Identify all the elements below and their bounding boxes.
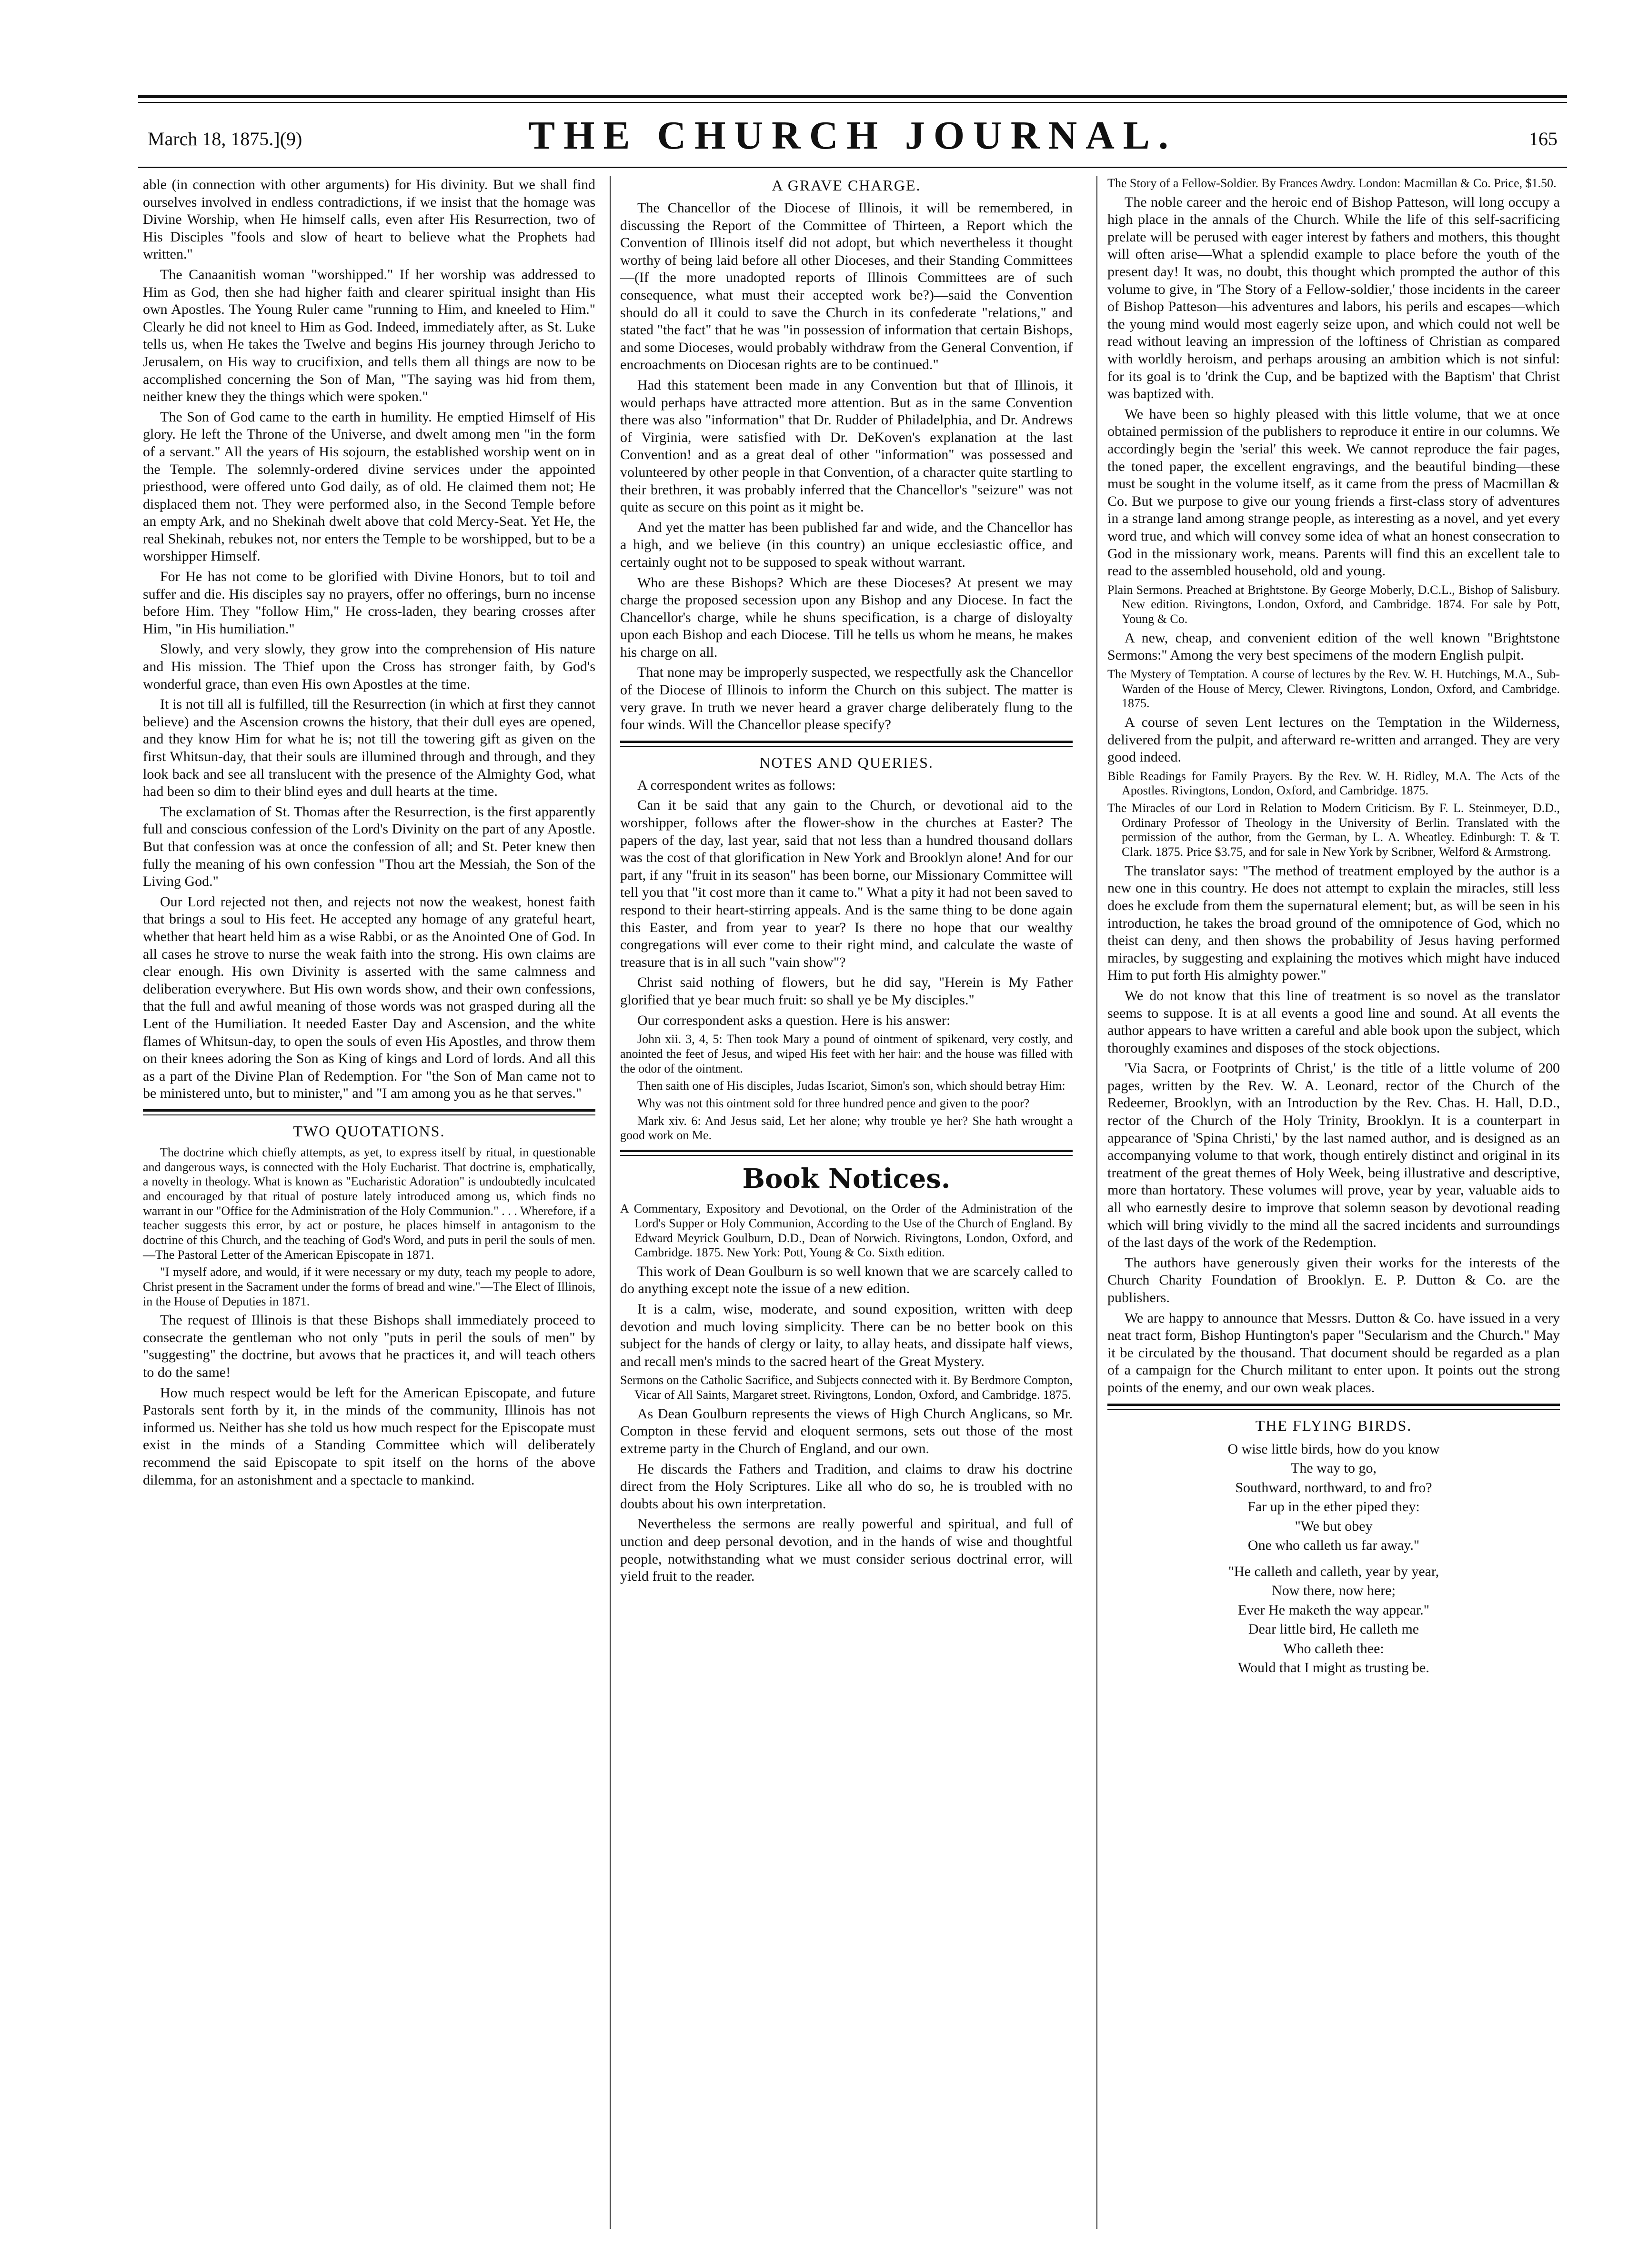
article-paragraph: able (in connection with other arguments) for His divinity. But we shall find ourselves involved in endless contradictions, if we insist that the homage was Divine Worship, when He himself calls, even after His Resurrection, two of His Disciples "fools and slow of heart to believe what the Prophets had written." (143, 177, 595, 262)
poem-line: Who calleth thee: (1283, 1640, 1384, 1656)
article-paragraph: Slowly, and very slowly, they grow into the comprehension of His nature and His mission. The Thief upon the Cross has stronger faith, by God's wonderful grace, than even His own Apostles at the time. (143, 641, 595, 692)
article-paragraph: It is a calm, wise, moderate, and sound exposition, written with deep devotion and much loving simplicity. There can be no better book on this subject for the hands of clergy or laity, to allay heats, and dissipate half views, and recall men's minds to the sacred heart of the Great Mystery. (620, 1301, 1073, 1369)
poem-title: THE FLYING BIRDS. (1255, 1416, 1412, 1434)
quotation-paragraph: The doctrine which chiefly attempts, as yet, to express itself by ritual, in questionable and dangerous ways, is connected with the Holy Eucharist. That doctrine is, emphatically, a novelty in theology. What is known as "Eucharistic Adoration" is undoubtedly inculcated and encouraged by that ritual of posture lately introduced among us, which finds no warrant in our "Office for the Administration of the Holy Communion." . . . Wherefore, if a teacher suggests this error, by act or posture, he places himself in antagonism to the doctrine of this Church, and the teaching of God's Word, and puts in peril the souls of men.—The Pastoral Letter of the American Episcopate in 1871. (143, 1145, 595, 1262)
book-listing: Sermons on the Catholic Sacrifice, and Subjects connected with it. By Berdmore Compton, Vicar of All Saints, Margaret street. Rivingtons, London, Oxford, and Cambridge. 1875. (620, 1373, 1073, 1402)
article-paragraph: The request of Illinois is that these Bishops shall immediately proceed to consecrate the gentleman who not only "puts in peril the souls of men" by "suggesting" the doctrine, but avows that he practices it, and will teach others to do the same! (143, 1312, 595, 1381)
article-paragraph: The Canaanitish woman "worshipped." If her worship was addressed to Him as God, then she had higher faith and clearer spiritual insight than His own Apostles. The Young Ruler came "running to Him, and kneeled to Him." Clearly he did not kneel to Him as God. Indeed, immediately after, as St. Luke tells us, when He takes the Twelve and begins His journey through Jericho to Jerusalem, on His way to crucifixion, and tells them all things are now to be accomplished concerning the Son of Man, "The saying was hid from them, neither knew they the things which were spoken." (143, 266, 595, 405)
article-paragraph: The translator says: "The method of treatment employed by the author is a new one in this country. He does not attempt to explain the miracles, still less does he exclude from them the supernatural element; but, as will be seen in his introduction, he takes the broad ground of the omnipotence of God, which no theist can deny, and then shows the probability of Jesus having performed miracles, by suggesting and explaining the motives which might have induced Him to put forth His almighty power." (1107, 863, 1560, 983)
article-paragraph: We have been so highly pleased with this little volume, that we at once obtained permission of the publishers to reproduce it entire in our columns. We accordingly begin the 'serial' this week. We cannot reproduce the fair pages, the toned paper, the excellent engravings, and the beautiful binding—these must be sought in the volume itself, as it came from the press of Macmillan & Co. But we purpose to give our young friends a first-class story of adventures in a strange land among strange people, as interesting as a novel, and yet every word true, and which will convey some idea of what an honest consecration to God in the missionary work, means. Parents will find this an excellent tale to read to the assembled household, old and young. (1107, 406, 1560, 579)
article-paragraph: The authors have generously given their works for the interests of the Church Charity Foundation of Brooklyn. E. P. Dutton & Co. are the publishers. (1107, 1254, 1560, 1306)
scripture-quote: Mark xiv. 6: And Jesus said, Let her alone; why trouble ye her? She hath wrought a good work on Me. (620, 1114, 1073, 1143)
article-paragraph: Had this statement been made in any Convention but that of Illinois, it would perhaps have attracted more attention. But as in the same Convention there was also "information" that Dr. Rudder of Philadelphia, and Dr. Andrews of Virginia, were satisfied with Dr. DeKoven's explanation at the last Convention! and as a great deal of other "information" was possessed and volunteered by other people in that Convention, of a character quite startling to their brethren, it was probably inferred that the Chancellor's "seizure" was not quite as secure on this point as it might be. (620, 377, 1073, 515)
page-number: 165 (1529, 128, 1558, 150)
article-paragraph: As Dean Goulburn represents the views of High Church Anglicans, so Mr. Compton in these fervid and eloquent sermons, sets out those of the most extreme party in the Church of England, and our own. (620, 1405, 1073, 1456)
article-paragraph: We are happy to announce that Messrs. Dutton & Co. have issued in a very neat tract form, Bishop Huntington's paper "Secularism and the Church." May it be circulated by the thousand. That document should be regarded as a plan of a campaign for the Church militant to enter upon. It points out the strong points of the enemy, and our own weak places. (1107, 1310, 1560, 1395)
column-2 (620, 176, 1073, 1588)
article-paragraph: Our Lord rejected not then, and rejects not now the weakest, honest faith that brings a soul to His feet. He accepted any homage of any grateful heart, whether that heart held him as a wise Rabbi, or as the Anointed One of God. In all cases he strove to nurse the weak faith into the strong. His own claims are clear enough. His own Divinity is asserted with the same calmness and deliberation everywhere. But His own words show, and their own confessions, that the full and awful meaning of those words was not grasped during all the Lent of the Humiliation. It needed Easter Day and Ascension, and the white flames of Whitsun-day, to open the souls of even His Apostles, and throw them on their knees adoring the Son as King of kings and Lord of lords. And all this as a part of the Divine Plan of Redemption. For "the Son of Man came not to be ministered unto, but to minister," and "I am among you as he that serves." (143, 893, 595, 1102)
book-listing: The Miracles of our Lord in Relation to Modern Criticism. By F. L. Steinmeyer, D.D., Ordinary Professor of Theology in the University of Berlin. Translated with the permission of the author, from the German, by L. A. Wheatley. Edinburgh: T. & T. Clark. 1875. Price $3.75, and for sale in New York by Scribner, Welford & Armstrong. (1107, 801, 1560, 859)
poem-line: Southward, northward, to and fro? (1235, 1479, 1432, 1495)
article-paragraph: We do not know that this line of treatment is so novel as the translator seems to suppose. It is at all events a good line and sound. At all events the author appears to have written a careful and able book upon the subject, which thoroughly examines and disposes of the stock objections. (1107, 987, 1560, 1056)
book-listing: A Commentary, Expository and Devotional, on the Order of the Administration of the Lord's Supper or Holy Communion, According to the Use of the Church of England. By Edward Meyrick Goulburn, D.D., Dean of Norwich. Rivingtons, London, Oxford, and Cambridge. 1875. New York: Pott, Young & Co. Sixth edition. (620, 1202, 1073, 1260)
scripture-quote: Then saith one of His disciples, Judas Iscariot, Simon's son, which should betray Him: (637, 1079, 1065, 1093)
book-listing: The Story of a Fellow-Soldier. By Frances Awdry. London: Macmillan & Co. Price, $1.50. (1107, 176, 1557, 190)
book-listing: The Mystery of Temptation. A course of lectures by the Rev. W. H. Hutchings, M.A., Sub-Warden of the House of Mercy, Clewer. Rivingtons, London, Oxford, and Cambridge. 1875. (1107, 667, 1560, 711)
article-paragraph: How much respect would be left for the American Episcopate, and future Pastorals sent forth by it, in the minds of the community, Illinois has not informed us. Neither has she told us how much respect for the Episcopate must exist in the minds of a Standing Committee which will deliberately recommend the said Episcopate to spit itself on the horns of the above dilemma, for an astonishment and a spectacle to mankind. (143, 1385, 595, 1488)
stanza-break (1107, 1555, 1560, 1562)
poem-line: "He calleth and calleth, year by year, (1228, 1563, 1439, 1579)
book-listing: Plain Sermons. Preached at Brightstone. By George Moberly, D.C.L., Bishop of Salisbury. New edition. Rivingtons, London, Oxford, and Cambridge. 1874. For sale by Pott, Young & Co. (1107, 582, 1560, 626)
article-paragraph: Can it be said that any gain to the Church, or devotional aid to the worshipper, follows after the flower-show in the churches at Easter? The papers of the day, last year, said that not less than a hundred thousand dollars was the cost of that glorification in New York and Brooklyn alone! And for our part, if any "fruit in its season" has been borne, our Missionary Committee will tell you that "it cost more than it came to." What a pity it had not been saved to respond to their heart-stirring appeals. And is the same thing to be done again this Easter, and from year to year? Is there no hope that our wealthy congregations will ever come to their right mind, and calculate the waste of treasure that is in all such "vain show"? (620, 797, 1073, 970)
issue-date: March 18, 1875.](9) (148, 128, 302, 150)
article-paragraph: 'Via Sacra, or Footprints of Christ,' is the title of a little volume of 200 pages, written by the Rev. W. A. Leonard, rector of the Church of the Redeemer, Brooklyn, with an Introduction by the Rev. Chas. H. Hall, D.D., rector of the Church of the Holy Trinity, Brooklyn. It is a counterpart in appearance of 'Spina Christi,' by the last named author, and is designed as an accompanying volume to that work, though entirely distinct and original in its treatment of the great themes of Holy Week, being illustrative and descriptive, more than hortatory. These volumes will prove, year by year, valuable aids to all who earnestly desire to improve that solemn season by devotional reading which will bring vividly to the mind all the sacred incidents and surroundings of the last days of the work of the Redemption. (1107, 1060, 1560, 1251)
article-paragraph: Nevertheless the sermons are really powerful and spiritual, and full of unction and deep personal devotion, and in the hands of wise and thoughtful people, notwithstanding what we must consider serious doctrinal error, will yield fruit to the reader. (620, 1516, 1073, 1585)
section-separator (620, 1150, 1073, 1156)
article-paragraph: This work of Dean Goulburn is so well known that we are scarcely called to do anything except note the issue of a new edition. (620, 1263, 1073, 1297)
poem-line: Now there, now here; (1272, 1583, 1396, 1599)
poem-line: The way to go, (1291, 1460, 1377, 1476)
article-paragraph: A correspondent writes as follows: (637, 777, 836, 793)
section-separator (620, 741, 1073, 747)
masthead-title: THE CHURCH JOURNAL. (528, 113, 1177, 158)
column-divider-1 (610, 176, 611, 2229)
article-paragraph: It is not till all is fulfilled, till the Resurrection (in which at first they cannot believe) and the Ascension crowns the history, that their dull eyes are opened, and they know Him for what he is; not till the towering gift as given on the first Whitsun-day, that their souls are illumined through and through, and they look back and see all translucent with the presence of the Almighty God, what had been so dim to their blind eyes and dull hearts at the time. (143, 696, 595, 800)
book-notices-heading: Book Notices. (742, 1163, 951, 1194)
grave-charge-heading: A GRAVE CHARGE. (772, 177, 921, 194)
top-rule (138, 95, 1567, 98)
scripture-quote: John xii. 3, 4, 5: Then took Mary a pound of ointment of spikenard, very costly, and anointed the feet of Jesus, and wiped His feet with her hair: and the house was filled with the odor of the ointment. (620, 1032, 1073, 1075)
book-listing: Bible Readings for Family Prayers. By the Rev. W. H. Ridley, M.A. The Acts of the Apostles. Rivingtons, London, Oxford, and Cambridge. 1875. (1107, 769, 1560, 798)
article-paragraph: And yet the matter has been published far and wide, and the Chancellor has a high, and we believe (in this country) an unique ecclesiastic office, and certainly ought not to be supposed to speak without warrant. (620, 519, 1073, 570)
article-paragraph: A new, cheap, and convenient edition of the well known "Brightstone Sermons:" Among the very best specimens of the modern English pulpit. (1107, 630, 1560, 663)
poem-line: Dear little bird, He calleth me (1248, 1621, 1419, 1637)
poem-line: Would that I might as trusting be. (1238, 1660, 1429, 1676)
article-paragraph: That none may be improperly suspected, we respectfully ask the Chancellor of the Diocese of Illinois to inform the Church on this subject. The matter is very grave. In truth we never heard a graver charge deliberately flung to the four winds. Will the Chancellor please specify? (620, 664, 1073, 733)
column-divider-2 (1096, 176, 1097, 2229)
article-paragraph: Who are these Bishops? Which are these Dioceses? At present we may charge the proposed secession upon any Bishop and any Diocese. In fact the Chancellor's charge, while he shuns specification, is a charge of disloyalty upon each Bishop and each Diocese. Till he tells us whom he means, he makes his charge on all. (620, 574, 1073, 660)
column-3 (1107, 176, 1560, 1678)
poem-line: "We but obey (1295, 1518, 1373, 1534)
article-paragraph: The Chancellor of the Diocese of Illinois, it will be remembered, in discussing the Report of the Committee of Thirteen, a Report which the Convention of Illinois itself did not adopt, but which nevertheless it thought worthy of being laid before all other Dioceses, and their Standing Committees—(If the more unadopted reports of Illinois Committees are of such consequence, what must their accepted work be?)—said the Convention should do all it could to save the Church in its confederate "relations," and stated "the fact" that he was "in possession of information that certain Bishops, and some Dioceses, would probably withdraw from the General Convention, if encroachments on Diocesan rights are to be continued." (620, 200, 1073, 373)
article-paragraph: A course of seven Lent lectures on the Temptation in the Wilderness, delivered from the pulpit, and afterward re-written and arranged. They are very good indeed. (1107, 714, 1560, 765)
poem-line: One who calleth us far away." (1247, 1537, 1420, 1554)
article-paragraph: He discards the Fathers and Tradition, and claims to draw his doctrine direct from the Holy Scriptures. Like all who do so, he is troubled with no doubts about his own interpretation. (620, 1461, 1073, 1512)
poem-line: Ever He maketh the way appear." (1237, 1602, 1430, 1618)
poem-line: Far up in the ether piped they: (1247, 1499, 1420, 1515)
poem (1107, 1440, 1560, 1678)
article-paragraph: The noble career and the heroic end of Bishop Patteson, will long occupy a high place in the annals of the Church. While the life of this self-sacrificing prelate will be perused with eager interest by fathers and mothers, this thought will often arise—What a splendid example to place before the youth of the present day! It was, no doubt, this thought which prompted the author of this volume to give, in 'The Story of a Fellow-soldier,' those incidents in the career of Bishop Patteson—his adventures and labors, his perils and escapes—which the young mind would most eagerly seize upon, and which could not well be read without leaving an impression of the loftiness of Christian as compared with worldly heroism, and perhaps arousing an ambition which is not sinful: for its goal is to 'drink the Cup, and be baptized with the Baptism' that Christ was baptized with. (1107, 194, 1560, 402)
section-separator (1107, 1404, 1560, 1410)
header-rule (138, 167, 1567, 168)
two-quotations-heading: TWO QUOTATIONS. (293, 1122, 445, 1140)
article-paragraph: Our correspondent asks a question. Here is his answer: (637, 1012, 951, 1028)
notes-queries-heading: NOTES AND QUERIES. (759, 753, 934, 771)
article-paragraph: Christ said nothing of flowers, but he did say, "Herein is My Father glorified that ye bear much fruit: so shall ye be My disciples." (620, 974, 1073, 1008)
page-header (138, 110, 1567, 162)
newspaper-page (138, 95, 1567, 2248)
quotation-paragraph: "I myself adore, and would, if it were necessary or my duty, teach my people to adore, Christ present in the Sacrament under the forms of bread and wine."—The Elect of Illinois, in the House of Deputies in 1871. (143, 1265, 595, 1308)
column-1 (143, 176, 595, 1492)
top-rule-thin (138, 102, 1567, 103)
poem-line: O wise little birds, how do you know (1227, 1441, 1440, 1457)
article-paragraph: The Son of God came to the earth in humility. He emptied Himself of His glory. He left the Throne of the Universe, and dwelt among men "in the form of a servant." All the years of His sojourn, the established worship went on in the Temple. The solemnly-ordered divine services under the appointed priesthood, were offered unto God daily, as of old. He claimed them not; He displaced them not. They were performed also, in the Second Temple before an empty Ark, and no Shekinah dwelt above that cold Mercy-Seat. Yet He, the real Shekinah, rebukes not, nor enters the Temple to be worshipped, but to be a worshipper Himself. (143, 409, 595, 564)
scripture-quote: Why was not this ointment sold for three hundred pence and given to the poor? (637, 1096, 1030, 1110)
article-paragraph: For He has not come to be glorified with Divine Honors, but to toil and suffer and die. His disciples say no prayers, offer no offerings, burn no incense before Him. They "follow Him," He cross-laden, they bearing crosses after Him, "in His humiliation." (143, 569, 595, 637)
section-separator (143, 1109, 595, 1115)
article-paragraph: The exclamation of St. Thomas after the Resurrection, is the first apparently full and conscious confession of the Lord's Divinity on the part of any Apostle. But that confession was at once the confession of all; and St. Peter knew then fully the meaning of his own confession "Thou art the Messiah, the Son of the Living God." (143, 803, 595, 890)
